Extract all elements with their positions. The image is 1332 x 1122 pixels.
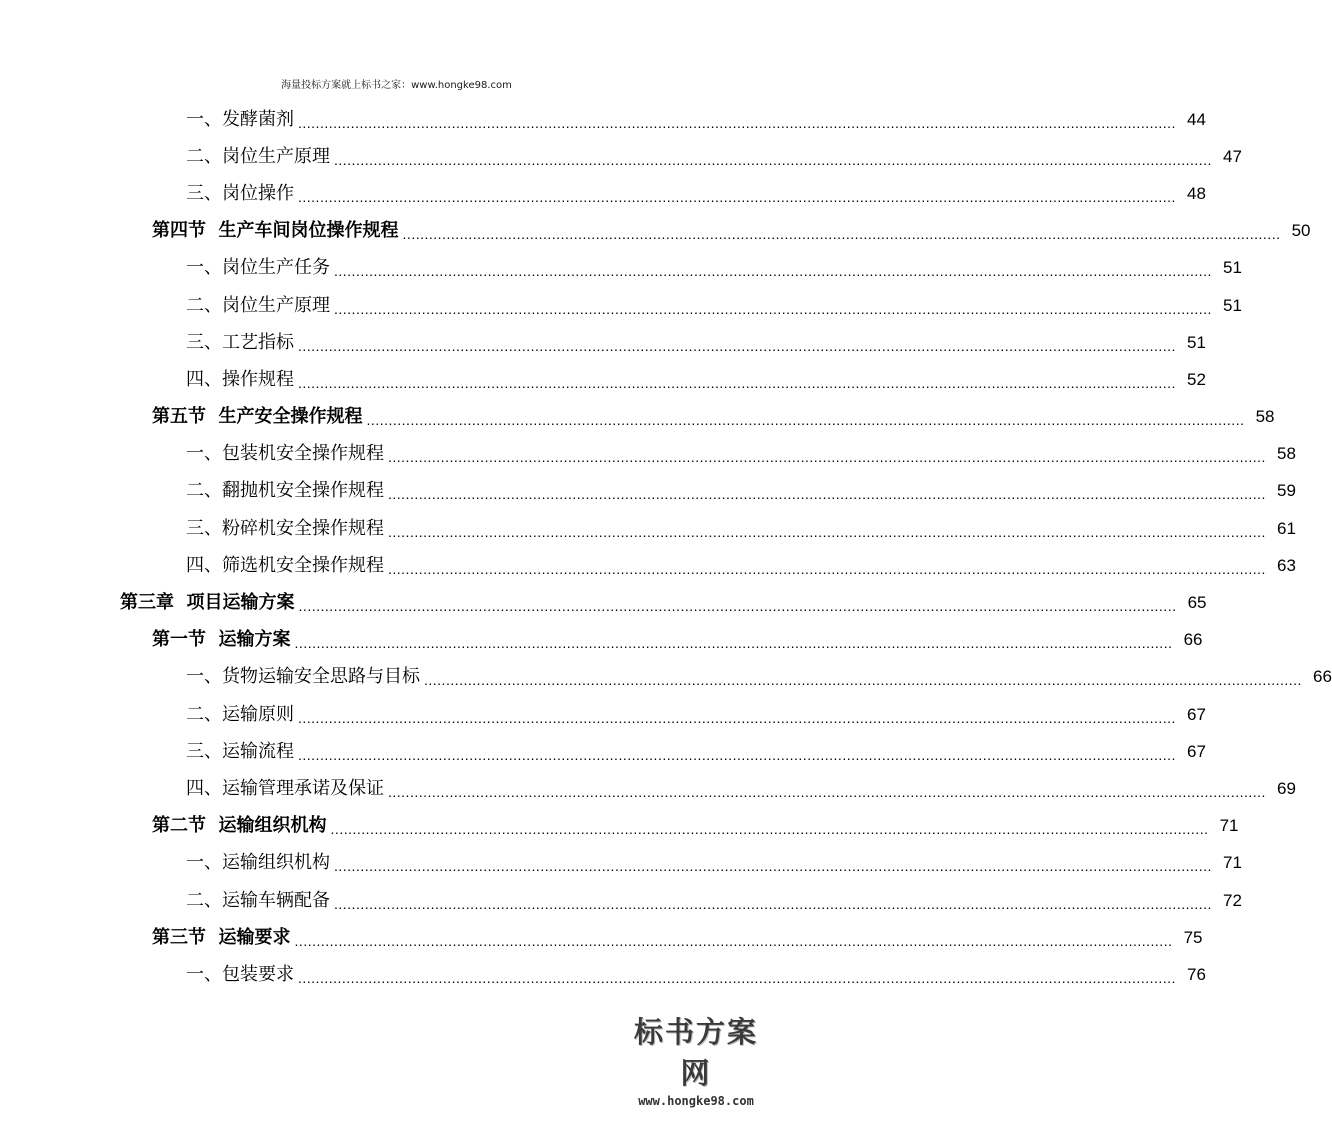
toc-page-number: 44: [1187, 109, 1206, 129]
toc-dot-leader: ........................................................................................................................................................................................................: [298, 969, 1176, 986]
toc-page-number: 51: [1187, 332, 1206, 352]
toc-entry-title: 一、货物运输安全思路与目标: [186, 666, 420, 688]
toc-page-number: 69: [1277, 778, 1296, 798]
toc-dot-leader: ........................................................................................................................................................................................................: [298, 709, 1176, 726]
toc-entry-title: 四、筛选机安全操作规程: [186, 554, 384, 576]
toc-entry-title: 一、包装机安全操作规程: [186, 443, 384, 465]
toc-page-number: 75: [1183, 927, 1203, 947]
toc-entry-chapter[interactable]: [0, 584, 1207, 621]
toc-entry-item[interactable]: [0, 659, 1332, 696]
toc-entry-title: 第二节 运输组织机构: [152, 815, 327, 837]
toc-dot-leader: ........................................................................................................................................................................................................: [334, 300, 1212, 317]
toc-entry-title: 三、运输流程: [186, 740, 294, 762]
toc-entry-item[interactable]: [0, 287, 1242, 324]
toc-entry-section[interactable]: [0, 919, 1203, 956]
toc-page-number: 51: [1223, 258, 1242, 278]
toc-page-number: 47: [1223, 146, 1242, 166]
toc-entry-item[interactable]: [0, 845, 1242, 882]
toc-page-number: 65: [1187, 593, 1207, 613]
toc-dot-leader: ........................................................................................................................................................................................................: [334, 263, 1212, 280]
toc-entry-item[interactable]: [0, 436, 1296, 473]
toc-entry-title: 二、岗位生产原理: [186, 294, 330, 316]
toc-entry-item[interactable]: [0, 324, 1206, 361]
toc-entry-item[interactable]: [0, 882, 1242, 919]
toc-entry-item[interactable]: [0, 696, 1206, 733]
toc-entry-title: 四、操作规程: [186, 368, 294, 390]
toc-dot-leader: ........................................................................................................................................................................................................: [294, 635, 1173, 652]
toc-page-number: 71: [1219, 816, 1239, 836]
toc-dot-leader: ........................................................................................................................................................................................................: [298, 114, 1176, 131]
toc-dot-leader: ........................................................................................................................................................................................................: [366, 412, 1245, 429]
toc-entry-section[interactable]: [0, 399, 1275, 436]
toc-entry-title: 一、运输组织机构: [186, 852, 330, 874]
toc-entry-item[interactable]: [0, 770, 1296, 807]
toc-page-number: 58: [1277, 444, 1296, 464]
toc-entry-item[interactable]: [0, 361, 1206, 398]
toc-dot-leader: ........................................................................................................................................................................................................: [388, 486, 1266, 503]
toc-page-number: 50: [1291, 221, 1311, 241]
toc-page-number: 58: [1255, 407, 1275, 427]
toc-entry-title: 四、运输管理承诺及保证: [186, 777, 384, 799]
toc-entry-title: 一、岗位生产任务: [186, 257, 330, 279]
toc-dot-leader: ........................................................................................................................................................................................................: [298, 598, 1177, 615]
toc-dot-leader: ........................................................................................................................................................................................................: [402, 226, 1281, 243]
toc-page-number: 61: [1277, 518, 1296, 538]
page-header: 海量投标方案就上标书之家：www.hongke98.com: [281, 80, 512, 91]
toc-dot-leader: ........................................................................................................................................................................................................: [388, 449, 1266, 466]
toc-entry-item[interactable]: [0, 547, 1296, 584]
toc-entry-title: 第四节 生产车间岗位操作规程: [152, 220, 399, 242]
toc-entry-section[interactable]: [0, 622, 1203, 659]
toc-dot-leader: ........................................................................................................................................................................................................: [388, 783, 1266, 800]
toc-dot-leader: ........................................................................................................................................................................................................: [388, 523, 1266, 540]
toc-entry-title: 二、岗位生产原理: [186, 145, 330, 167]
watermark-title: 标书方案网: [633, 1015, 758, 1090]
toc-dot-leader: ........................................................................................................................................................................................................: [298, 337, 1176, 354]
toc-dot-leader: ........................................................................................................................................................................................................: [388, 560, 1266, 577]
toc-entry-title: 一、发酵菌剂: [186, 108, 294, 130]
toc-entry-item[interactable]: [0, 733, 1206, 770]
toc-page-number: 71: [1223, 853, 1242, 873]
toc-entry-section[interactable]: [0, 213, 1311, 250]
toc-dot-leader: ........................................................................................................................................................................................................: [294, 932, 1173, 949]
toc-page-number: 76: [1187, 964, 1206, 984]
toc-entry-title: 第三节 运输要求: [152, 926, 291, 948]
watermark-logo: [621, 1010, 771, 1108]
toc-entry-title: 三、工艺指标: [186, 331, 294, 353]
toc-entry-item[interactable]: [0, 138, 1242, 175]
toc-entry-title: 三、粉碎机安全操作规程: [186, 517, 384, 539]
toc-entry-title: 第一节 运输方案: [152, 629, 291, 651]
table-of-contents: [0, 101, 1332, 994]
toc-entry-title: 第三章 项目运输方案: [120, 592, 295, 614]
toc-dot-leader: ........................................................................................................................................................................................................: [298, 188, 1176, 205]
toc-page-number: 72: [1223, 890, 1242, 910]
toc-page-number: 67: [1187, 704, 1206, 724]
toc-entry-item[interactable]: [0, 510, 1296, 547]
toc-page-number: 51: [1223, 295, 1242, 315]
toc-page-number: 52: [1187, 369, 1206, 389]
toc-entry-item[interactable]: [0, 101, 1206, 138]
toc-dot-leader: ........................................................................................................................................................................................................: [334, 858, 1212, 875]
toc-entry-title: 二、翻抛机安全操作规程: [186, 480, 384, 502]
toc-entry-title: 第五节 生产安全操作规程: [152, 406, 363, 428]
toc-page-number: 59: [1277, 481, 1296, 501]
toc-entry-title: 三、岗位操作: [186, 182, 294, 204]
toc-dot-leader: ........................................................................................................................................................................................................: [334, 151, 1212, 168]
toc-dot-leader: ........................................................................................................................................................................................................: [298, 746, 1176, 763]
toc-page-number: 66: [1183, 630, 1203, 650]
toc-dot-leader: ........................................................................................................................................................................................................: [334, 895, 1212, 912]
toc-entry-title: 一、包装要求: [186, 963, 294, 985]
toc-dot-leader: ........................................................................................................................................................................................................: [330, 821, 1209, 838]
toc-entry-item[interactable]: [0, 473, 1296, 510]
toc-entry-item[interactable]: [0, 175, 1206, 212]
toc-entry-section[interactable]: [0, 808, 1239, 845]
toc-page-number: 48: [1187, 183, 1206, 203]
toc-page-number: 66: [1313, 667, 1332, 687]
toc-entry-item[interactable]: [0, 250, 1242, 287]
toc-entry-item[interactable]: [0, 956, 1206, 993]
toc-dot-leader: ........................................................................................................................................................................................................: [424, 672, 1302, 689]
toc-dot-leader: ........................................................................................................................................................................................................: [298, 374, 1176, 391]
toc-entry-title: 二、运输原则: [186, 703, 294, 725]
toc-page-number: 67: [1187, 741, 1206, 761]
toc-entry-title: 二、运输车辆配备: [186, 889, 330, 911]
toc-page-number: 63: [1277, 555, 1296, 575]
watermark-url: www.hongke98.com: [638, 1094, 754, 1108]
